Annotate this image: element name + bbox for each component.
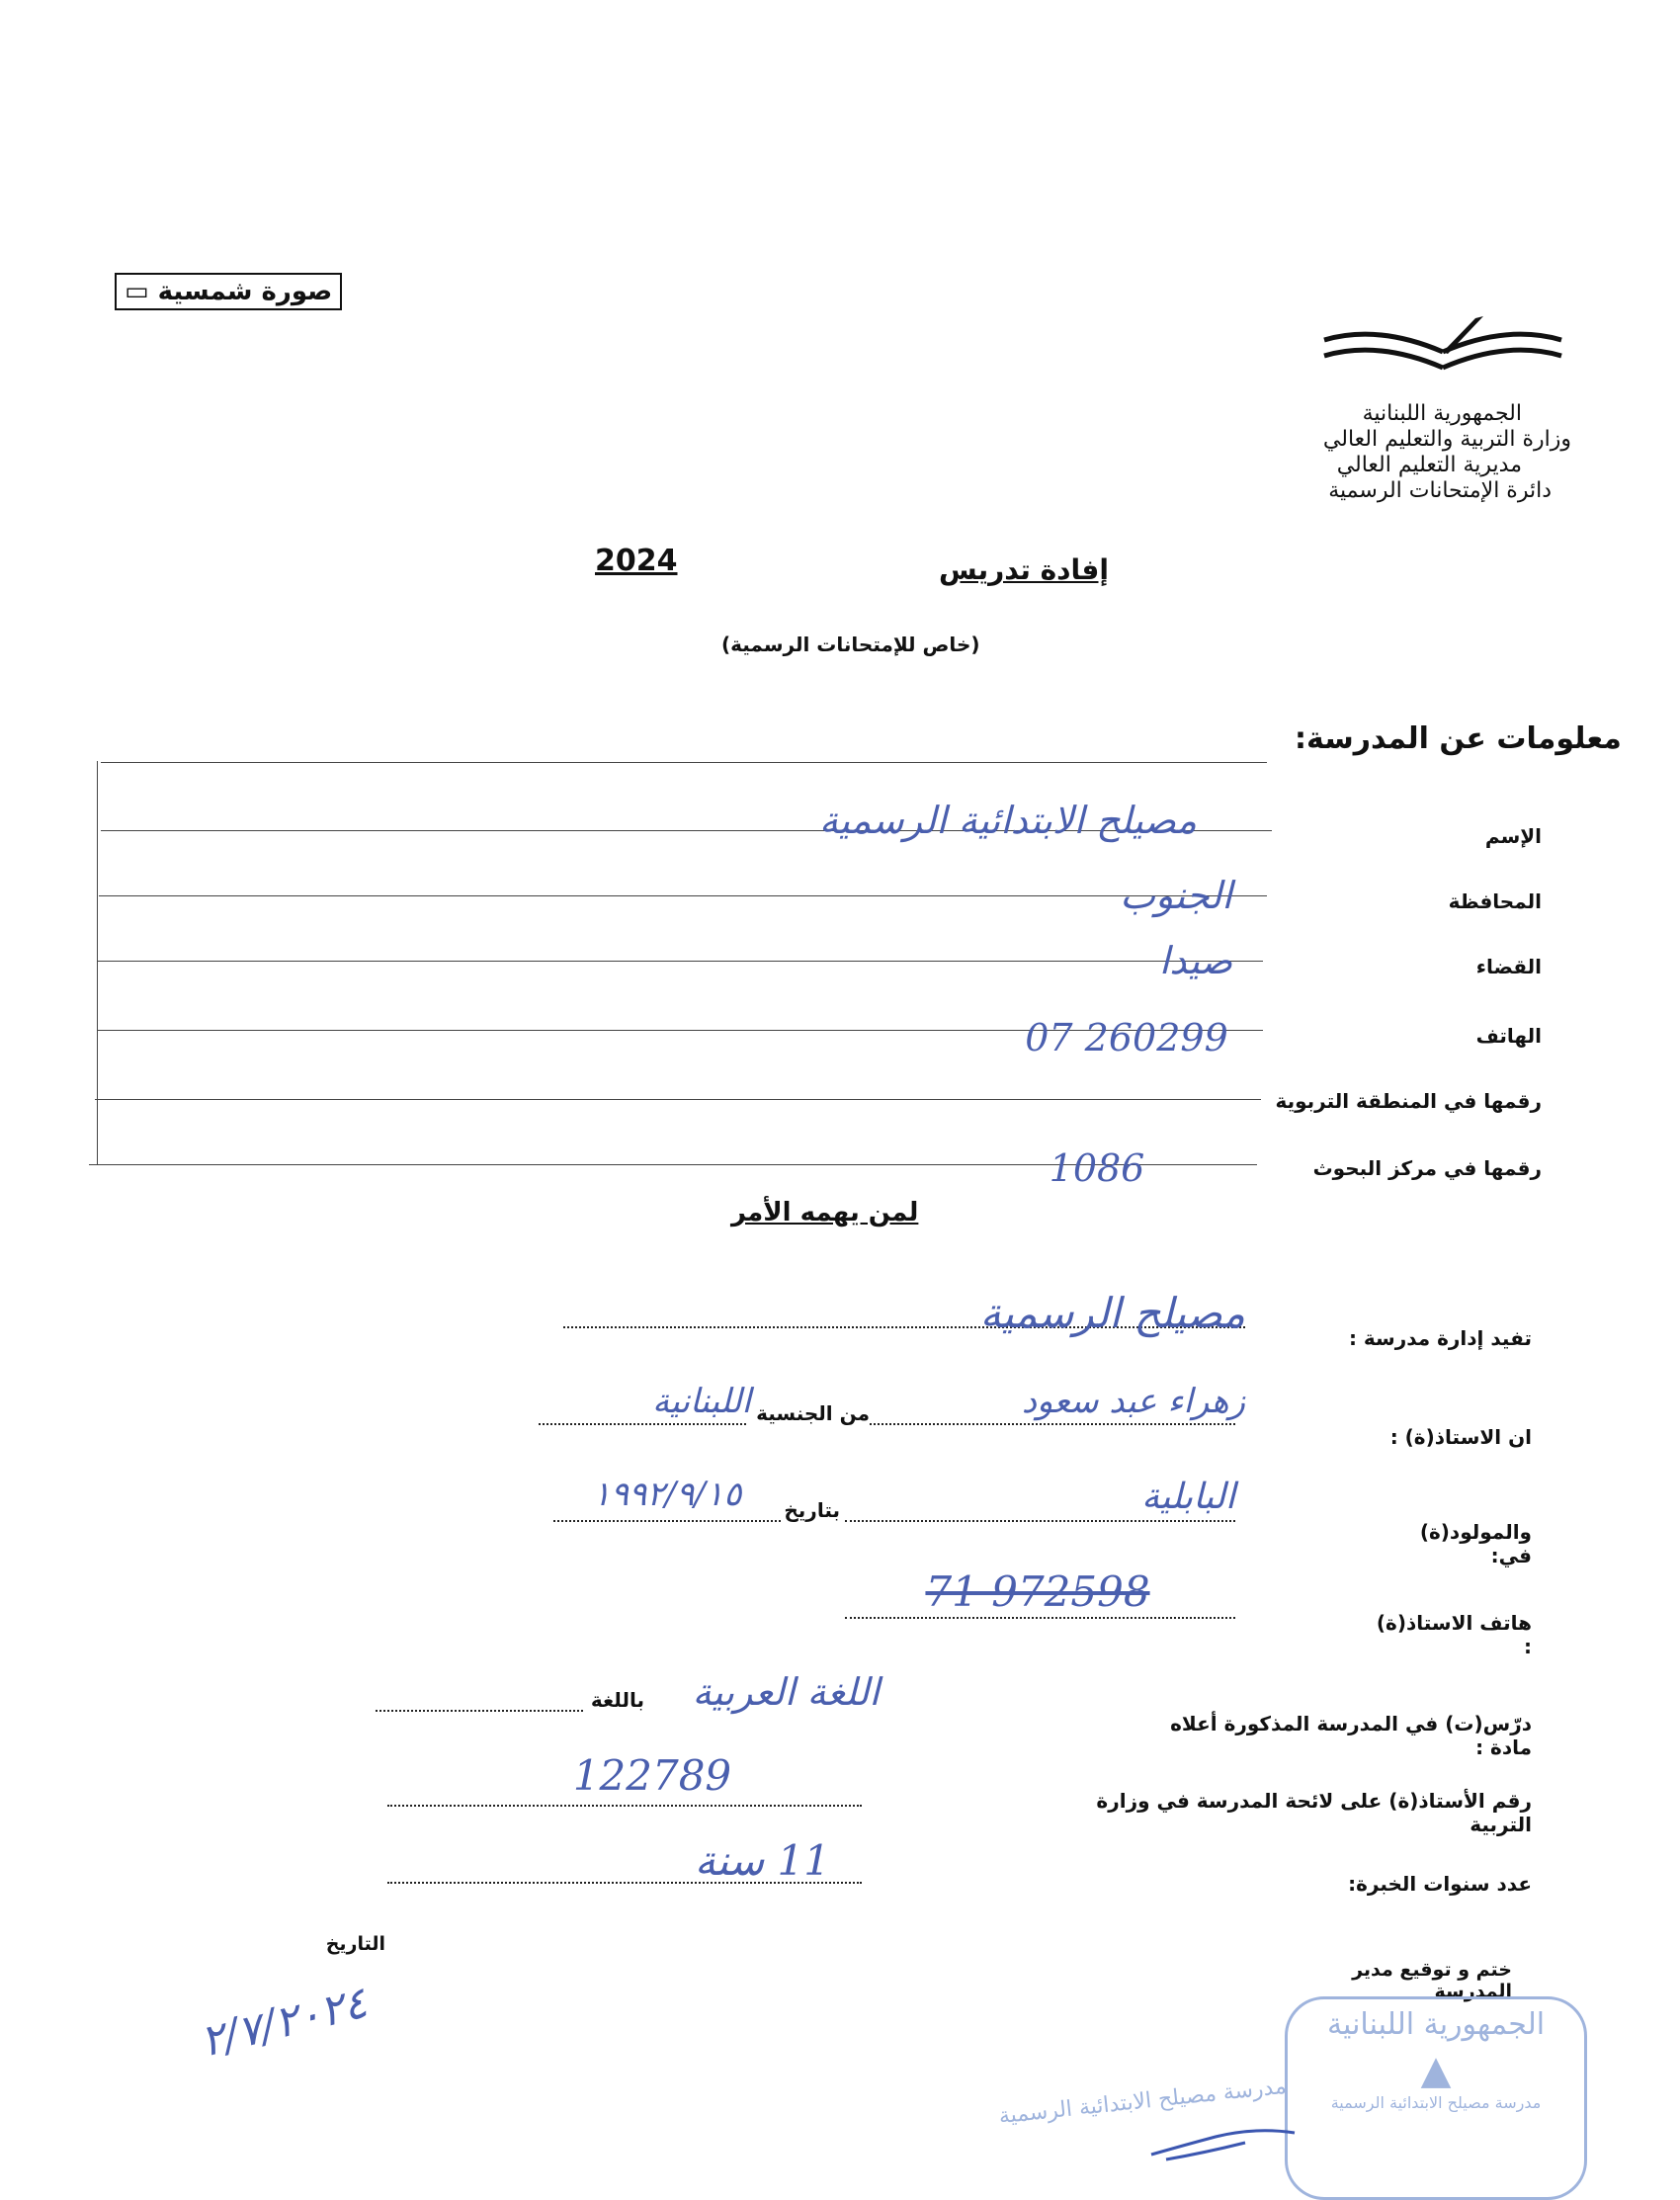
stamp-inner-text: مدرسة مصيلح الابتدائية الرسمية <box>1330 2093 1542 2112</box>
nationality-value: اللبنانية <box>652 1382 751 1421</box>
school-name-value: مصيلح الابتدائية الرسمية <box>819 799 1197 842</box>
teacher-number-dotted-line <box>387 1805 862 1807</box>
stamp-outer-text: الجمهورية اللبنانية <box>1326 2007 1546 2042</box>
teacher-phone-label: هاتف الاستاذ(ة) : <box>1376 1611 1532 1658</box>
teacher-number-value: 122789 <box>572 1751 732 1800</box>
language-label: باللغة <box>590 1688 644 1712</box>
table-row <box>1384 955 1542 978</box>
table-row <box>1384 1024 1542 1048</box>
birthplace-dotted-line <box>845 1520 1235 1522</box>
research-center-number-value: 1086 <box>1049 1146 1145 1190</box>
photo-placeholder <box>115 273 342 310</box>
principal-stamp-label: ختم و توقيع مدير المدرسة <box>1352 1959 1512 2002</box>
page-title: إفادة تدريس <box>939 553 1109 586</box>
table-line <box>97 961 1263 962</box>
birth-date-value: ١٩٩٢/٩/١٥ <box>592 1475 742 1514</box>
header-line-4: دائرة الإمتحانات الرسمية <box>1328 478 1552 503</box>
school-admin-value: مصيلح الرسمية <box>979 1289 1245 1337</box>
ministry-book-logo <box>1319 312 1566 391</box>
cedar-tree-icon: ▲ <box>1420 2048 1452 2093</box>
table-line <box>101 762 1267 763</box>
district-value: صيدا <box>1158 939 1233 982</box>
teacher-number-label: رقم الأستاذ(ة) على لائحة المدرسة في وزارة التربية <box>1096 1789 1532 1836</box>
experience-value: 11 سنة <box>694 1836 830 1885</box>
school-phone-value: 07 260299 <box>1025 1016 1228 1059</box>
table-row <box>1245 1156 1542 1180</box>
experience-label: عدد سنوات الخبرة: <box>1348 1872 1532 1896</box>
birthplace-value: البابلية <box>1141 1477 1235 1517</box>
school-stamp <box>1285 1996 1587 2200</box>
photo-label: صورة شمسية <box>157 277 333 306</box>
school-name-label: الإسم <box>1484 824 1542 848</box>
table-left-border <box>97 761 98 1164</box>
teacher-value: زهراء عبد سعود <box>1021 1382 1245 1421</box>
stamp-curved-text: مدرسة مصيلح الابتدائية الرسمية <box>997 2073 1288 2130</box>
teacher-dotted-line <box>870 1423 1235 1425</box>
image-icon: ▭ <box>125 277 149 306</box>
principal-signature <box>1146 2115 1324 2174</box>
governorate-label: المحافظة <box>1448 889 1542 913</box>
phone-label: الهاتف <box>1475 1024 1542 1048</box>
educational-region-number-label: رقمها في المنطقة التربوية <box>1275 1089 1542 1113</box>
table-row <box>1384 824 1542 848</box>
taught-subject-label: درّس(ت) في المدرسة المذكورة أعلاه مادة : <box>1170 1712 1532 1759</box>
school-info-heading: معلومات عن المدرسة: <box>1295 721 1622 756</box>
nationality-dotted-line <box>539 1423 746 1425</box>
table-line <box>95 1099 1261 1100</box>
header-line-3: مديرية التعليم العالي <box>1336 453 1522 477</box>
subtitle: (خاص للإمتحانات الرسمية) <box>721 633 980 656</box>
taught-subject-value: اللغة العربية <box>692 1670 880 1714</box>
ministry-header <box>1275 401 1571 504</box>
date-label: بتاريخ <box>784 1498 840 1522</box>
district-label: القضاء <box>1475 955 1542 978</box>
header-line-2: وزارة التربية والتعليم العالي <box>1322 427 1571 452</box>
year-label: 2024 <box>595 544 678 578</box>
research-center-number-label: رقمها في مركز البحوث <box>1312 1156 1542 1180</box>
date-signature-label: التاريخ <box>325 1933 385 1955</box>
teacher-phone-dotted-line <box>845 1617 1235 1619</box>
table-row <box>1245 1089 1542 1113</box>
nationality-label: من الجنسية <box>756 1401 870 1425</box>
header-line-1: الجمهورية اللبنانية <box>1362 401 1522 426</box>
date-dotted-line <box>553 1520 781 1522</box>
governorate-value: الجنوب <box>1120 874 1232 917</box>
language-dotted-line <box>376 1710 583 1712</box>
to-whom-heading: لمن يهمه الأمر <box>731 1198 919 1227</box>
school-admin-label: تفيد إدارة مدرسة : <box>1348 1326 1532 1350</box>
signature-date-value: ٢/٧/٢٠٢٤ <box>195 1977 373 2068</box>
table-row <box>1384 889 1542 913</box>
teacher-phone-value: 71 972598 <box>925 1567 1150 1616</box>
born-label: والمولود(ة) في: <box>1419 1520 1532 1567</box>
teacher-label: ان الاستاذ(ة) : <box>1389 1425 1532 1449</box>
